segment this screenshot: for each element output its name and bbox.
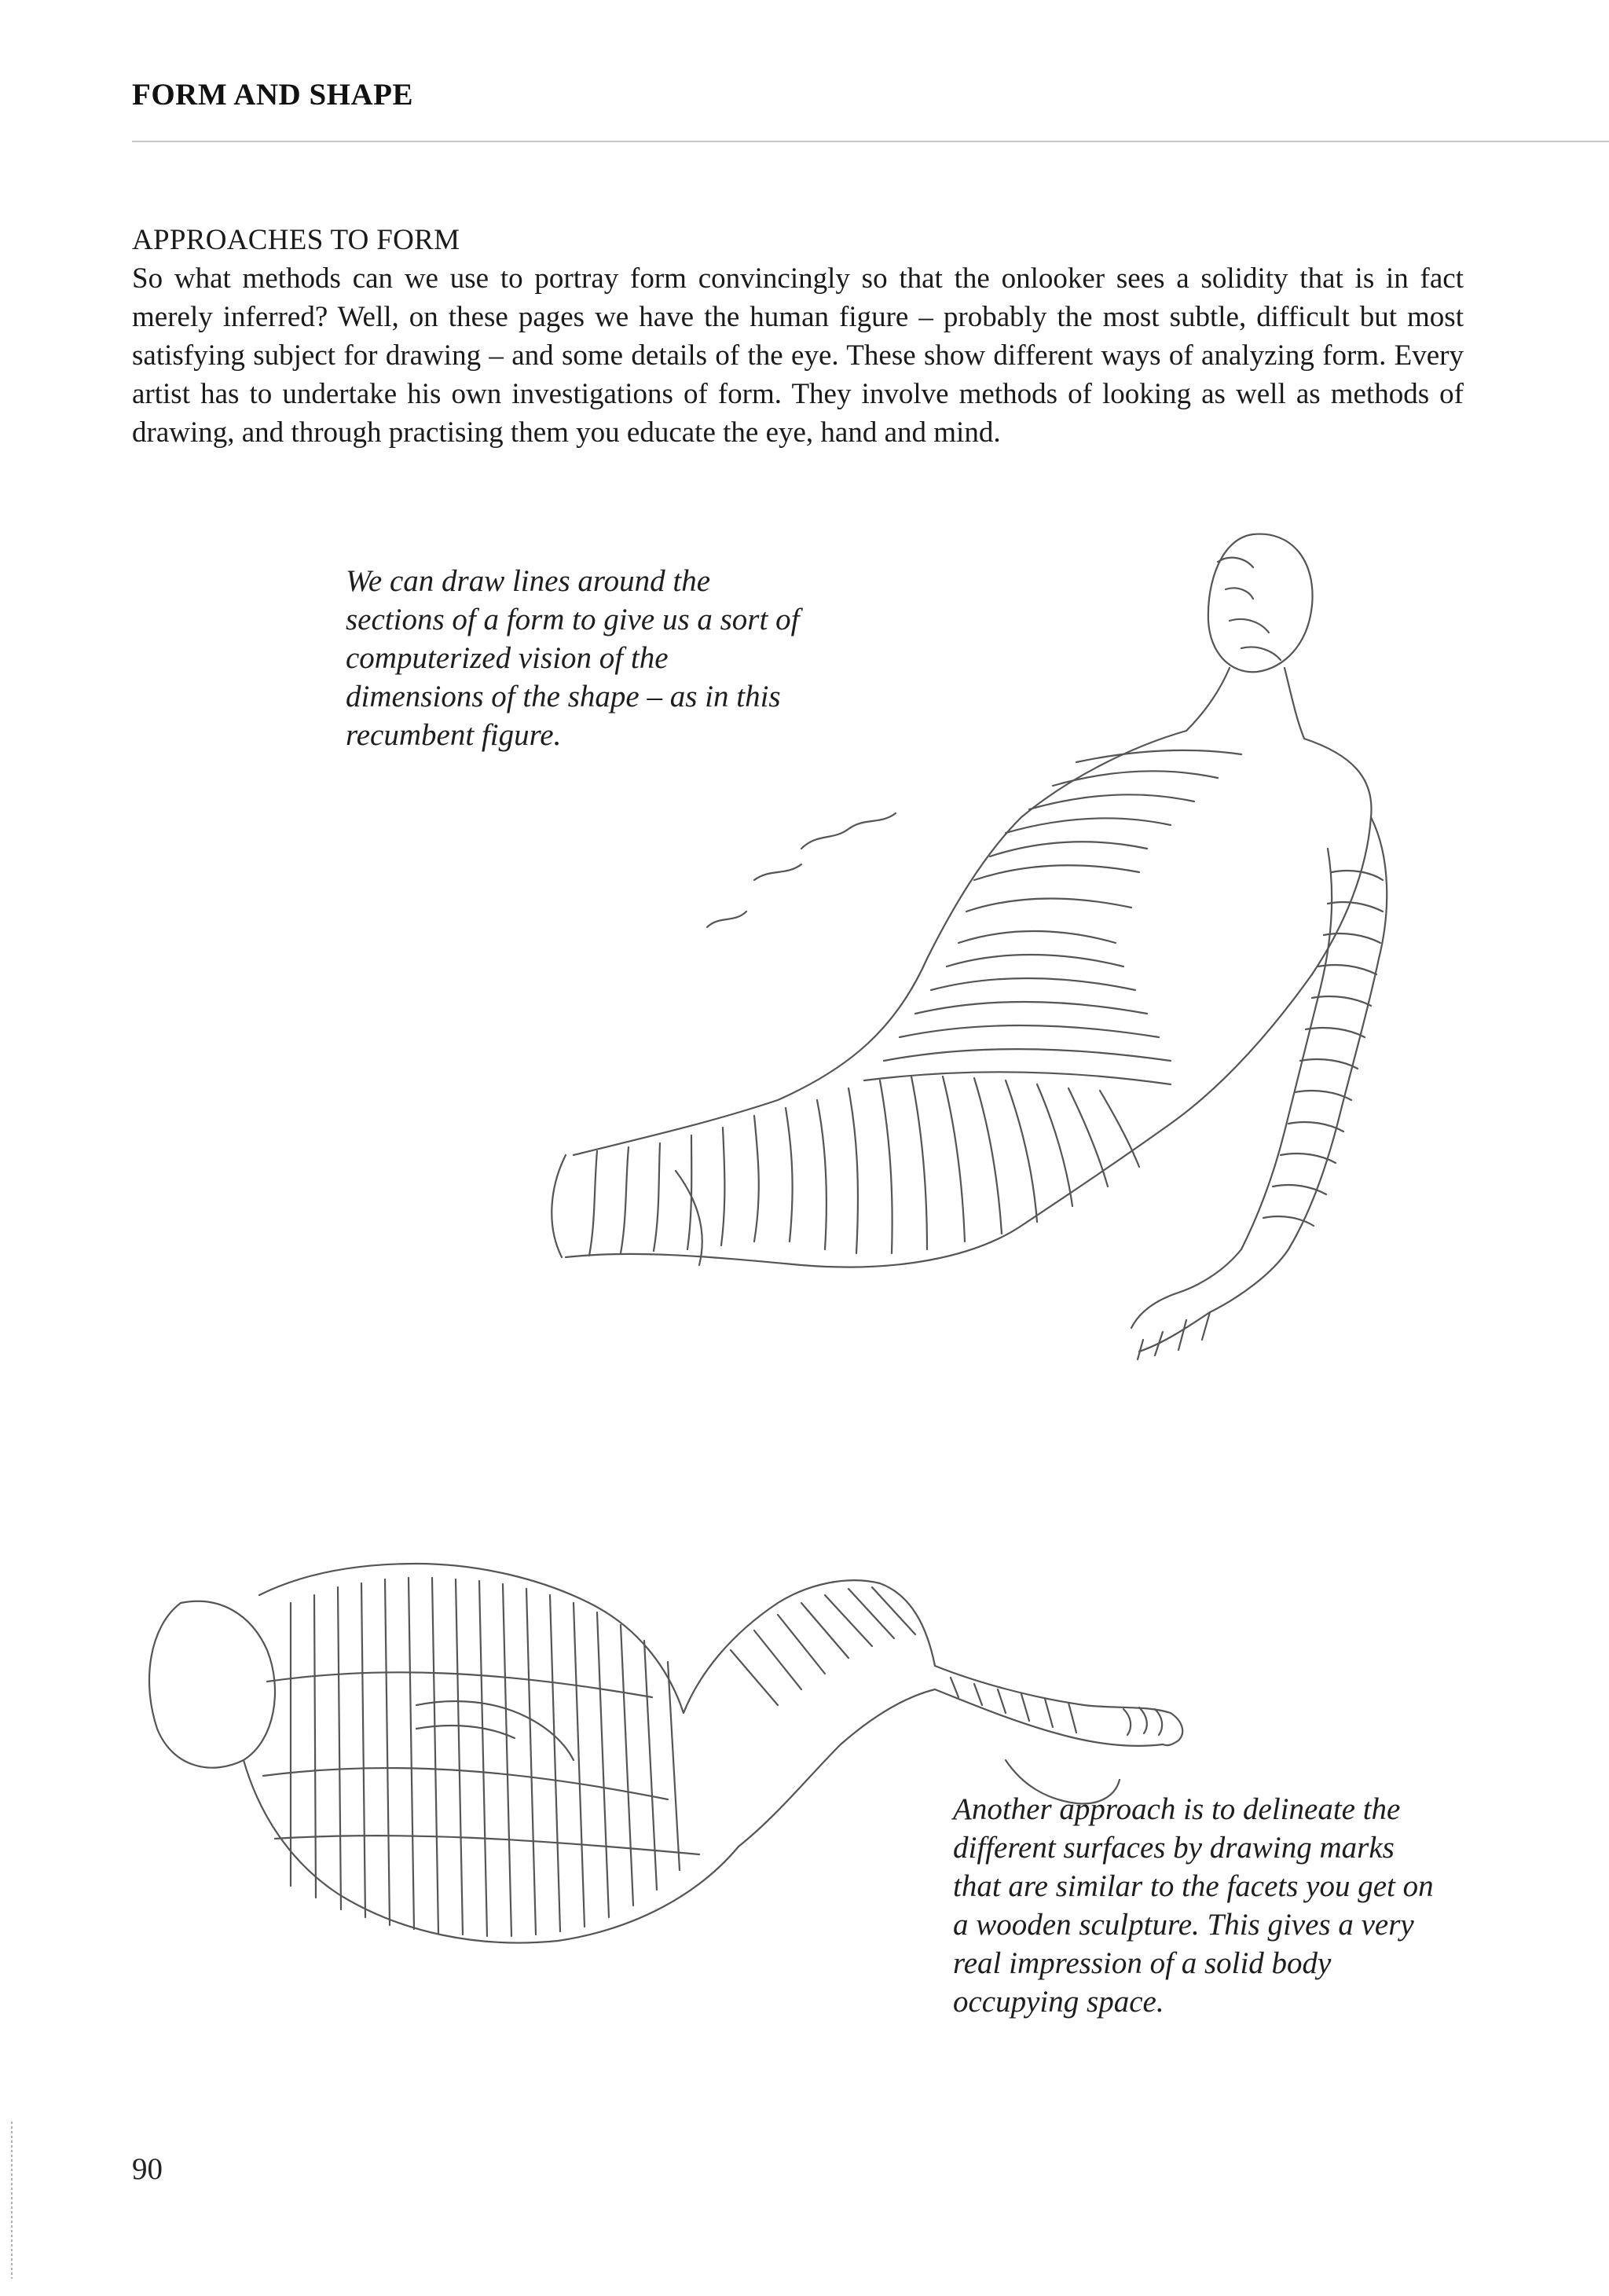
running-head: FORM AND SHAPE [132, 78, 413, 112]
caption-recumbent-figure: We can draw lines around the sections of a form to give us a sort of computerized vision of the dimensions of the shape – as in this recumbent figure. [346, 564, 800, 752]
caption-faceted-figure: Another approach is to delineate the different surfaces by drawing marks that are similar to the facets you get on a wooden sculpture. This gives a very real impression of a solid body occupying space. [953, 1792, 1434, 2019]
head-outline [1208, 534, 1313, 673]
margin-print-mark [8, 2122, 16, 2279]
section-title: APPROACHES TO FORM [132, 224, 460, 256]
recumbent-figure-drawing [519, 519, 1422, 1446]
head-outline [149, 1601, 275, 1768]
leg-outline [684, 1580, 935, 1713]
page-number: 90 [132, 2152, 163, 2186]
header-rule [132, 141, 1609, 142]
torso-outline [574, 731, 1186, 1155]
back-outline [259, 1564, 684, 1713]
intro-paragraph: So what methods can we use to portray form convincingly so that the onlooker sees a solidity that is in fact merely inferred? Well, on these pages we have the human figure – probably the most subtle, difficult but most satisfying subject for drawing – and some details of the eye. These show different ways of analyzing form. Every artist has to undertake his own investigations of form. They involve methods of looking as well as methods of drawing, and through practising them you educate the eye, hand and mind. [132, 262, 1464, 449]
hand-outline [1131, 1249, 1288, 1352]
